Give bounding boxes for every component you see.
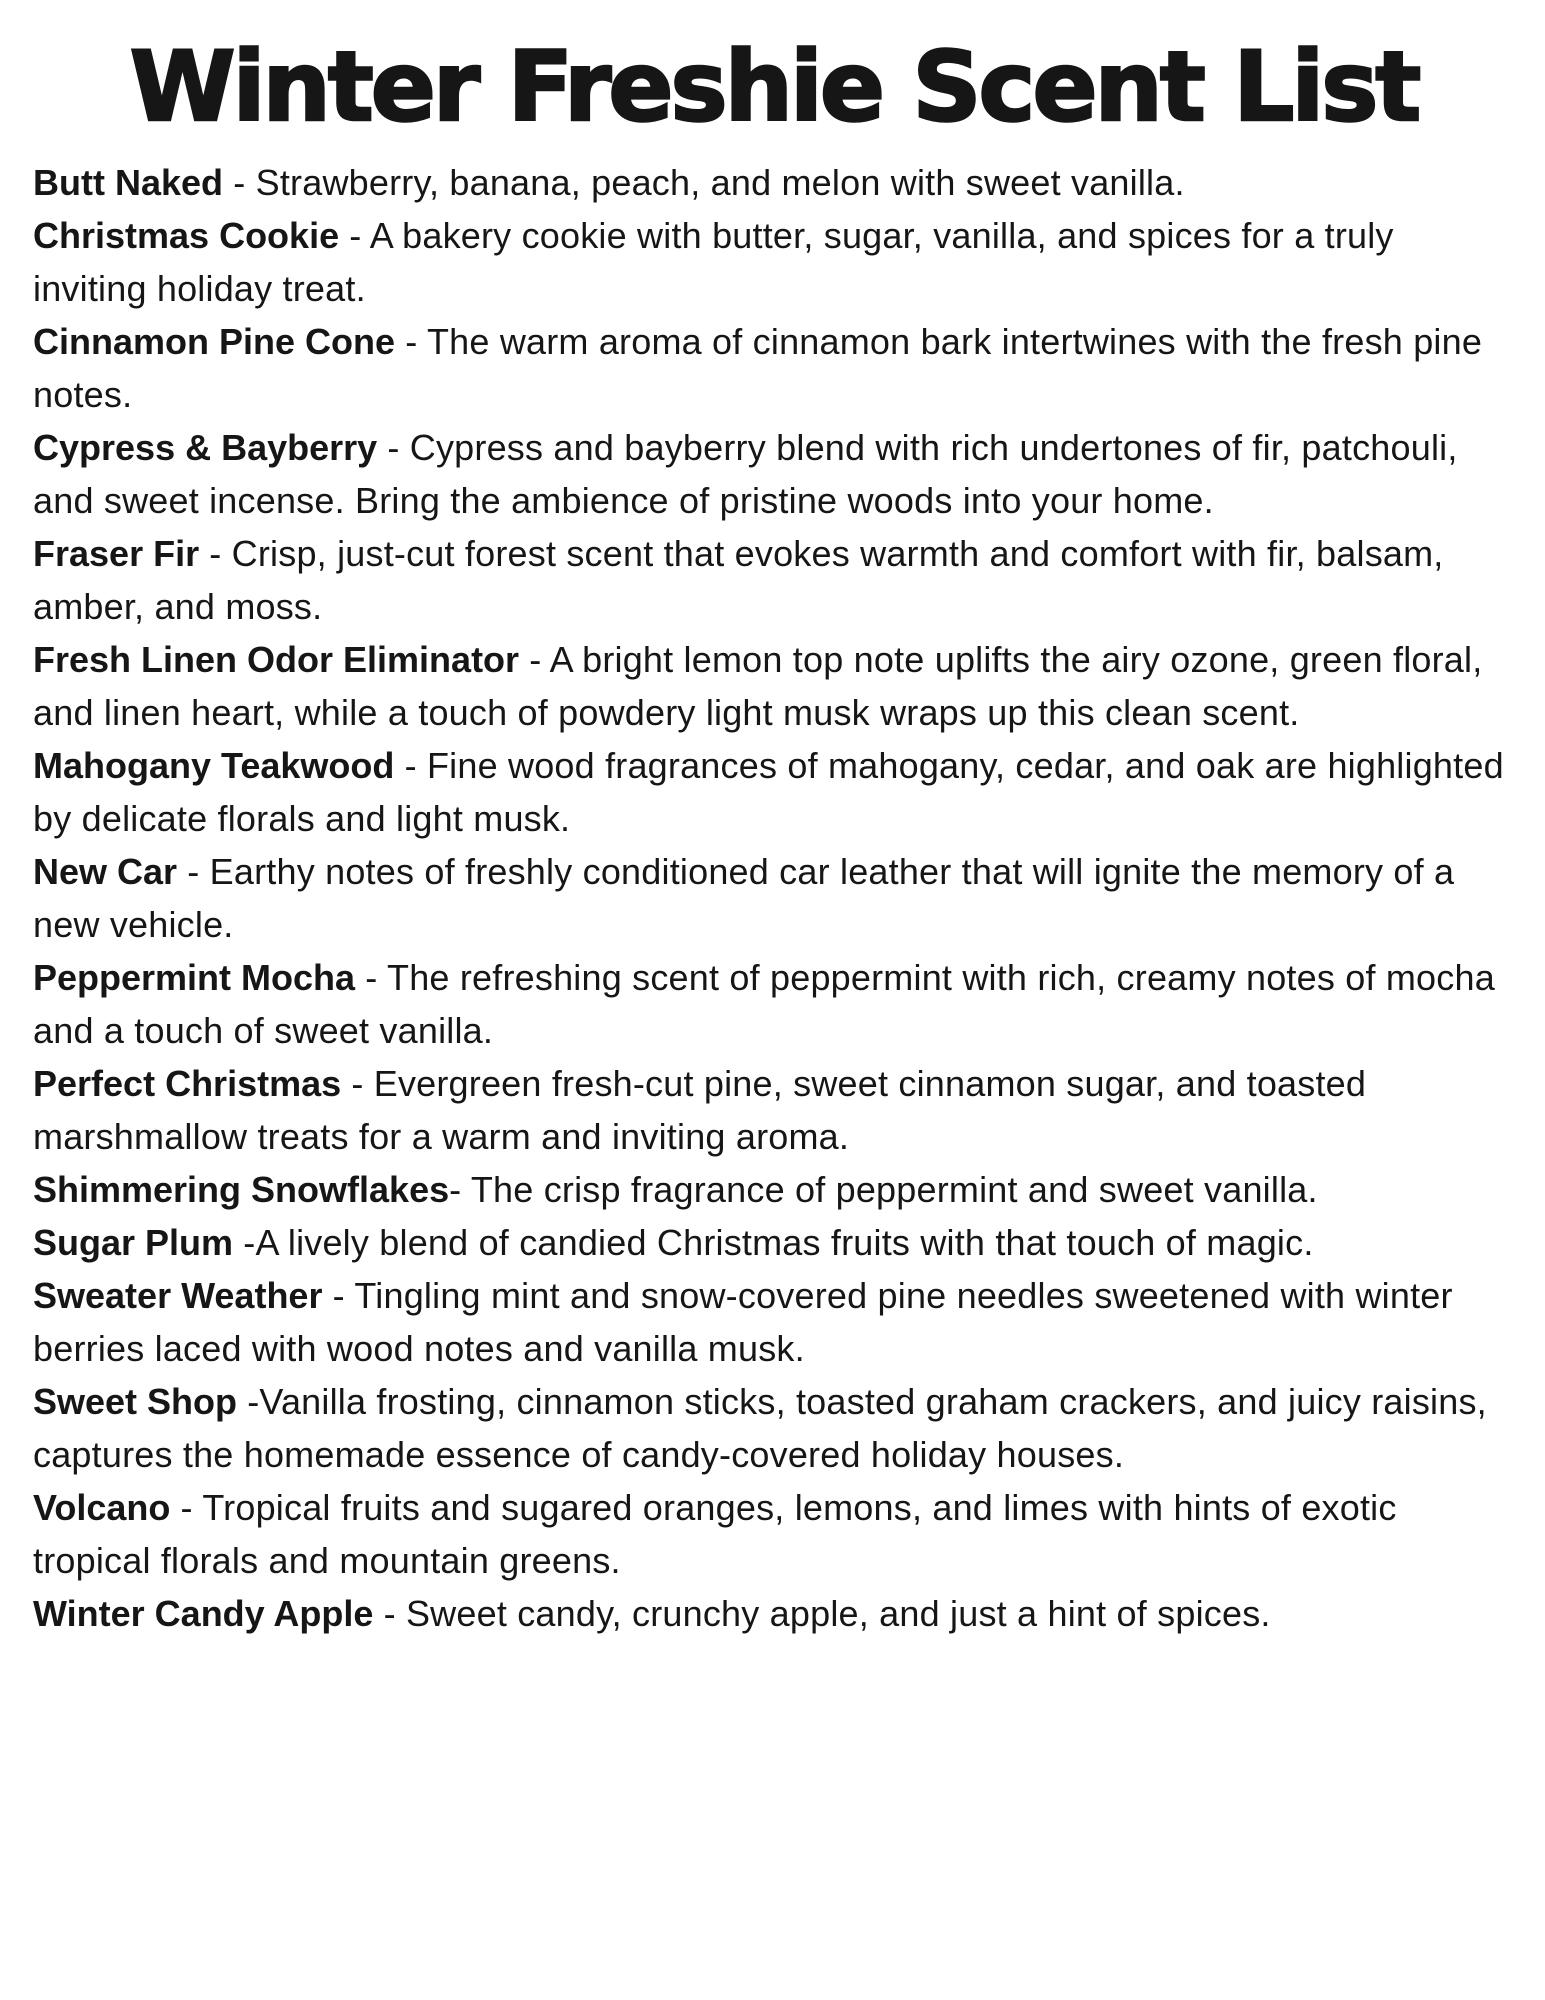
scent-separator: - [237, 1380, 260, 1422]
scent-entry [33, 845, 1515, 951]
scent-separator: - [322, 1274, 355, 1316]
scent-description: A lively blend of candied Christmas fruits with that touch of magic. [255, 1221, 1314, 1263]
page-title: Winter Freshie Scent List [129, 31, 1419, 143]
scent-description: Earthy notes of freshly conditioned car leather that will ignite the memory of a new vehicle. [33, 850, 1455, 945]
scent-name: Sweater Weather [33, 1274, 323, 1316]
scent-description: Crisp, just-cut forest scent that evokes warmth and comfort with fir, balsam, amber, and moss. [33, 532, 1444, 627]
scent-separator: - [395, 320, 427, 362]
scent-description: Vanilla frosting, cinnamon sticks, toasted graham crackers, and juicy raisins, captures the homemade essence of candy-covered holiday houses. [33, 1380, 1487, 1475]
scent-name: Perfect Christmas [33, 1062, 342, 1104]
scent-name: Christmas Cookie [33, 214, 340, 256]
scent-name: Volcano [33, 1486, 171, 1528]
scent-entry [33, 315, 1515, 421]
scent-description: A bright lemon top note uplifts the airy ozone, green floral, and linen heart, while a touch of powdery light musk wraps up this clean scent. [33, 638, 1483, 733]
scent-description: The warm aroma of cinnamon bark intertwines with the fresh pine notes. [33, 320, 1483, 415]
scent-separator: - [394, 744, 427, 786]
scent-entry [33, 739, 1515, 845]
scent-list [33, 156, 1515, 1640]
scent-separator: - [339, 214, 370, 256]
scent-description: A bakery cookie with butter, sugar, vanilla, and spices for a truly inviting holiday treat. [33, 214, 1394, 309]
scent-separator: - [199, 532, 232, 574]
scent-name: Cypress & Bayberry [33, 426, 378, 468]
scent-separator: - [449, 1168, 471, 1210]
scent-separator: - [377, 426, 410, 468]
scent-entry [33, 1375, 1515, 1481]
scent-separator: - [177, 850, 210, 892]
scent-name: Cinnamon Pine Cone [33, 320, 396, 362]
scent-name: Sugar Plum [33, 1221, 234, 1263]
scent-name: Fraser Fir [33, 532, 200, 574]
scent-entry [33, 1163, 1515, 1216]
scent-separator: - [519, 638, 550, 680]
scent-separator: - [341, 1062, 374, 1104]
scent-description: Tropical fruits and sugared oranges, lemons, and limes with hints of exotic tropical florals and mountain greens. [33, 1486, 1397, 1581]
scent-separator: - [233, 1221, 256, 1263]
scent-description: Sweet candy, crunchy apple, and just a hint of spices. [405, 1592, 1271, 1634]
scent-entry [33, 421, 1515, 527]
scent-description: Strawberry, banana, peach, and melon with sweet vanilla. [255, 161, 1185, 203]
scent-description: Tingling mint and snow-covered pine needles sweetened with winter berries laced with wood notes and vanilla musk. [33, 1274, 1453, 1369]
scent-name: New Car [33, 850, 178, 892]
scent-entry [33, 1057, 1515, 1163]
scent-separator: - [373, 1592, 406, 1634]
scent-description: The crisp fragrance of peppermint and sweet vanilla. [470, 1168, 1318, 1210]
scent-entry [33, 951, 1515, 1057]
scent-name: Fresh Linen Odor Eliminator [33, 638, 520, 680]
scent-entry [33, 527, 1515, 633]
scent-entry [33, 633, 1515, 739]
scent-description: The refreshing scent of peppermint with rich, creamy notes of mocha and a touch of sweet vanilla. [33, 956, 1495, 1051]
scent-entry [33, 209, 1515, 315]
scent-entry [33, 1216, 1515, 1269]
scent-name: Winter Candy Apple [33, 1592, 374, 1634]
scent-entry [33, 1269, 1515, 1375]
scent-entry [33, 156, 1515, 209]
scent-name: Shimmering Snowflakes [33, 1168, 450, 1210]
scent-name: Sweet Shop [33, 1380, 238, 1422]
scent-separator: - [355, 956, 388, 998]
scent-description: Evergreen fresh-cut pine, sweet cinnamon sugar, and toasted marshmallow treats for a warm and inviting aroma. [33, 1062, 1367, 1157]
scent-separator: - [223, 161, 256, 203]
scent-description: Fine wood fragrances of mahogany, cedar, and oak are highlighted by delicate florals and light musk. [33, 744, 1504, 839]
scent-name: Butt Naked [33, 161, 224, 203]
scent-separator: - [170, 1486, 203, 1528]
scent-entry [33, 1587, 1515, 1640]
scent-name: Mahogany Teakwood [33, 744, 395, 786]
scent-description: Cypress and bayberry blend with rich undertones of fir, patchouli, and sweet incense. Bring the ambience of pristine woods into your home. [33, 426, 1458, 521]
scent-name: Peppermint Mocha [33, 956, 356, 998]
scent-entry [33, 1481, 1515, 1587]
